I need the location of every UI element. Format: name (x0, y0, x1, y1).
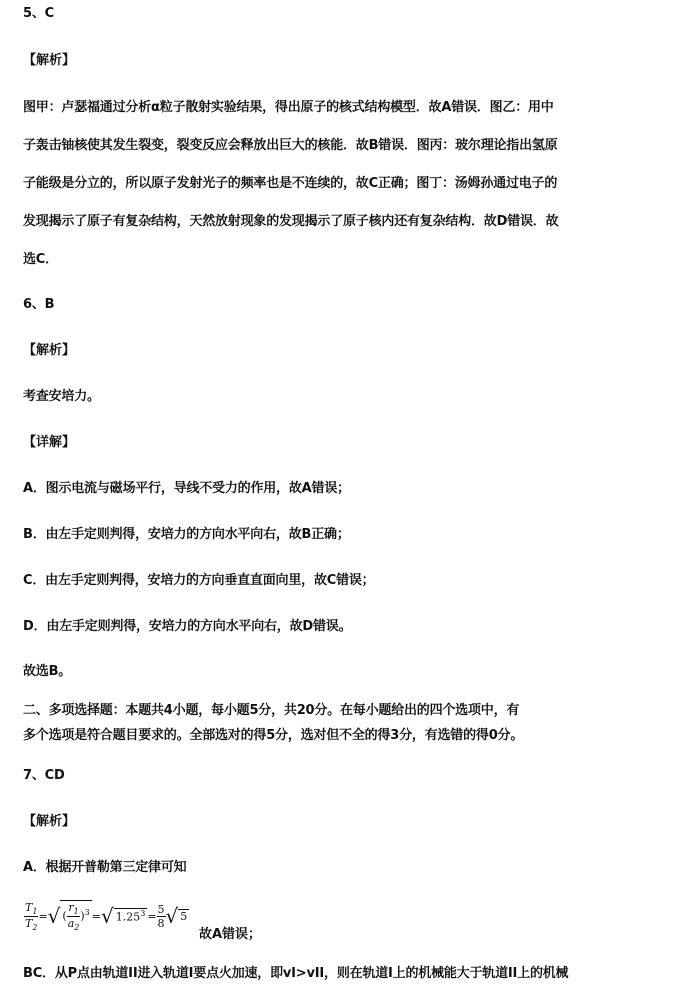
q6-detail-tag: 【详解】 (23, 435, 76, 450)
q6-heading: 6、B (23, 297, 55, 312)
q6-analysis-tag: 【解析】 (23, 343, 76, 358)
q5-line-5: 选C． (23, 252, 58, 267)
coefficient: $\frac{5}{8}$ (157, 902, 165, 930)
section2-line-1: 二、多项选择题：本题共4小题，每小题5分，共20分。在每小题给出的四个选项中，有 (23, 703, 520, 718)
q6-option-a: A．图示电流与磁场平行，导线不受力的作用，故A错误； (23, 481, 350, 496)
q7-heading: 7、CD (23, 768, 65, 783)
q5-line-2: 子轰击铀核使其发生裂变，裂变反应会释放出巨大的核能．故B错误．图丙：玻尔理论指出氢原 (23, 138, 558, 153)
period-ratio: $\frac{T_1}{T_2}$ (25, 900, 38, 932)
q5-analysis-tag: 【解析】 (23, 53, 76, 68)
q6-option-c: C．由左手定则判得，安培力的方向垂直直面向里，故C错误； (23, 573, 375, 588)
kepler-formula: $\frac{T_1}{T_2}$ = √ ( $\frac{r_1}{a_2}$ )$^3$ = √ 1.25$^3$ = $\frac{5}{8}$ √ 5 (25, 900, 188, 933)
q5-line-1: 图甲：卢瑟福通过分析α粒子散射实验结果，得出原子的核式结构模型．故A错误．图乙：用中 (23, 100, 554, 115)
q6-option-b: B．由左手定则判得，安培力的方向水平向右，故B正确； (23, 527, 350, 542)
q6-option-d: D．由左手定则判得，安培力的方向水平向右，故D错误。 (23, 619, 352, 634)
q7-line-a: A．根据开普勒第三定律可知 (23, 860, 187, 875)
q7-line-bc: BC．从P点由轨道II进入轨道I要点火加速，即vI>vII，则在轨道I上的机械能大于轨道II上的机械 (23, 966, 569, 981)
section2-line-2: 多个选项是符合题目要求的。全部选对的得5分，选对但不全的得3分，有选错的得0分。 (23, 728, 524, 743)
q5-heading: 5、C (23, 6, 54, 21)
q7-analysis-tag: 【解析】 (23, 814, 76, 829)
q5-line-3: 子能级是分立的，所以原子发射光子的频率也是不连续的，故C正确；图丁：汤姆孙通过电子的 (23, 176, 558, 191)
q5-line-4: 发现揭示了原子有复杂结构，天然放射现象的发现揭示了原子核内还有复杂结构．故D错误．故 (23, 214, 559, 229)
q6-conclusion: 故选B。 (23, 664, 72, 679)
q7-conclusion-a: 故A错误； (199, 927, 262, 942)
q6-analysis-text: 考查安培力。 (23, 389, 100, 404)
radius-ratio: $\frac{r_1}{a_2}$ (67, 901, 80, 933)
